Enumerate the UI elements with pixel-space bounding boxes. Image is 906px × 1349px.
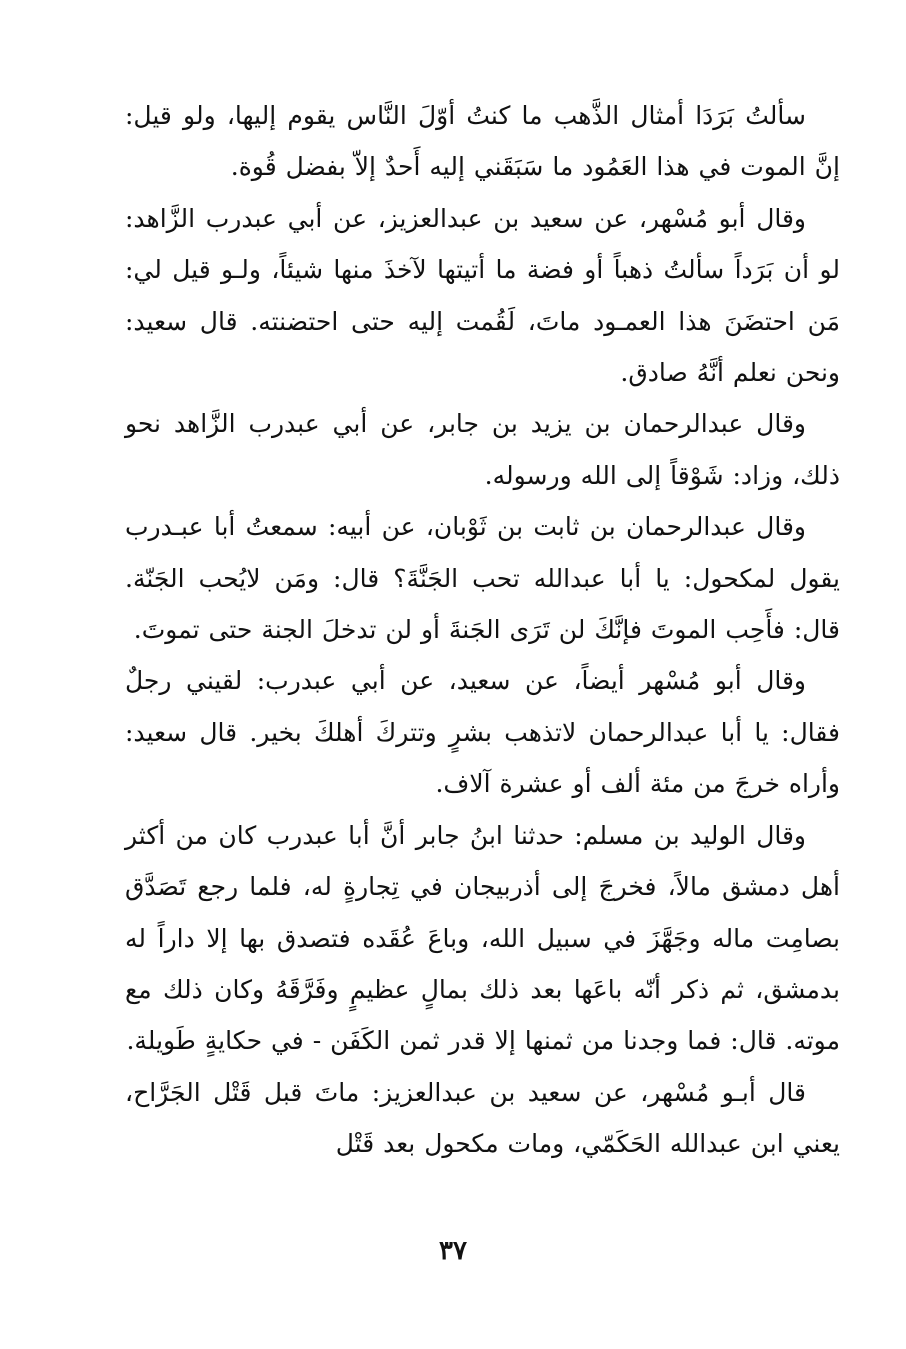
- paragraph-2: وقال أبو مُسْهر، عن سعيد بن عبدالعزيز، عن أبي عبدرب الزَّاهد: لو أن بَرَداً سألتُ ذهباً أو فضة ما أتيتها لآخذَ منها شيئاً، ولـو قيل لي: مَن احتضَنَ هذا العمـود ماتَ، لَقُمت إليه حتى احتضنته. قال سعيد: ونحن نعلم أنَّهُ صادق.: [125, 203, 840, 388]
- paragraph-3: وقال عبدالرحمان بن يزيد بن جابر، عن أبي عبدرب الزَّاهد نحو ذلك، وزاد: شَوْقاً إلى الله ورسوله.: [125, 409, 840, 490]
- body-text: [125, 90, 840, 1170]
- paragraph-1: سألتُ بَرَدَا أمثال الذَّهب ما كنتُ أوّلَ النَّاس يقوم إليها، ولو قيل: إنَّ الموت في هذا العَمُود ما سَبَقَني إليه أَحدٌ إلاّ بفضل قُوة.: [125, 101, 840, 182]
- page-number: ٣٧: [439, 1236, 467, 1266]
- paragraph-6: وقال الوليد بن مسلم: حدثنا ابنُ جابر أنَّ أبا عبدرب كان من أكثر أهل دمشق مالاً، فخرجَ إلى أذربيجان في تِجارةٍ له، فلما رجع تَصَدَّق بصامِت ماله وجَهَّزَ في سبيل الله، وباعَ عُقَده فتصدق بها إلا داراً له بدمشق، ثم ذكر أنّه باعَها بعد ذلك بمالٍ عظيمٍ وفَرَّقَهُ وكان ذلك مع موته. قال: فما وجدنا من ثمنها إلا قدر ثمن الكَفَن - في حكايةٍ طَويلة.: [125, 820, 840, 1056]
- paragraph-4: وقال عبدالرحمان بن ثابت بن ثَوْبان، عن أبيه: سمعتُ أبا عبـدرب يقول لمكحول: يا أبا عبدالله تحب الجَنَّةَ؟ قال: ومَن لايُحب الجَنّة. قال: فأَحِب الموتَ فإنَّكَ لن تَرَى الجَنةَ أو لن تدخلَ الجنة حتى تموتَ.: [125, 512, 840, 645]
- paragraph-5: وقال أبو مُسْهر أيضاً، عن سعيد، عن أبي عبدرب: لقيني رجلٌ فقال: يا أبا عبدالرحمان لاتذهب بشرٍ وتتركَ أهلكَ بخير. قال سعيد: وأراه خرجَ من مئة ألف أو عشرة آلاف.: [125, 666, 840, 799]
- paragraph-7: قال أبـو مُسْهر، عن سعيد بن عبدالعزيز: ماتَ قبل قَتْل الجَرَّاح، يعني ابن عبدالله الحَكَمّي، ومات مكحول بعد قَتْل: [125, 1077, 840, 1159]
